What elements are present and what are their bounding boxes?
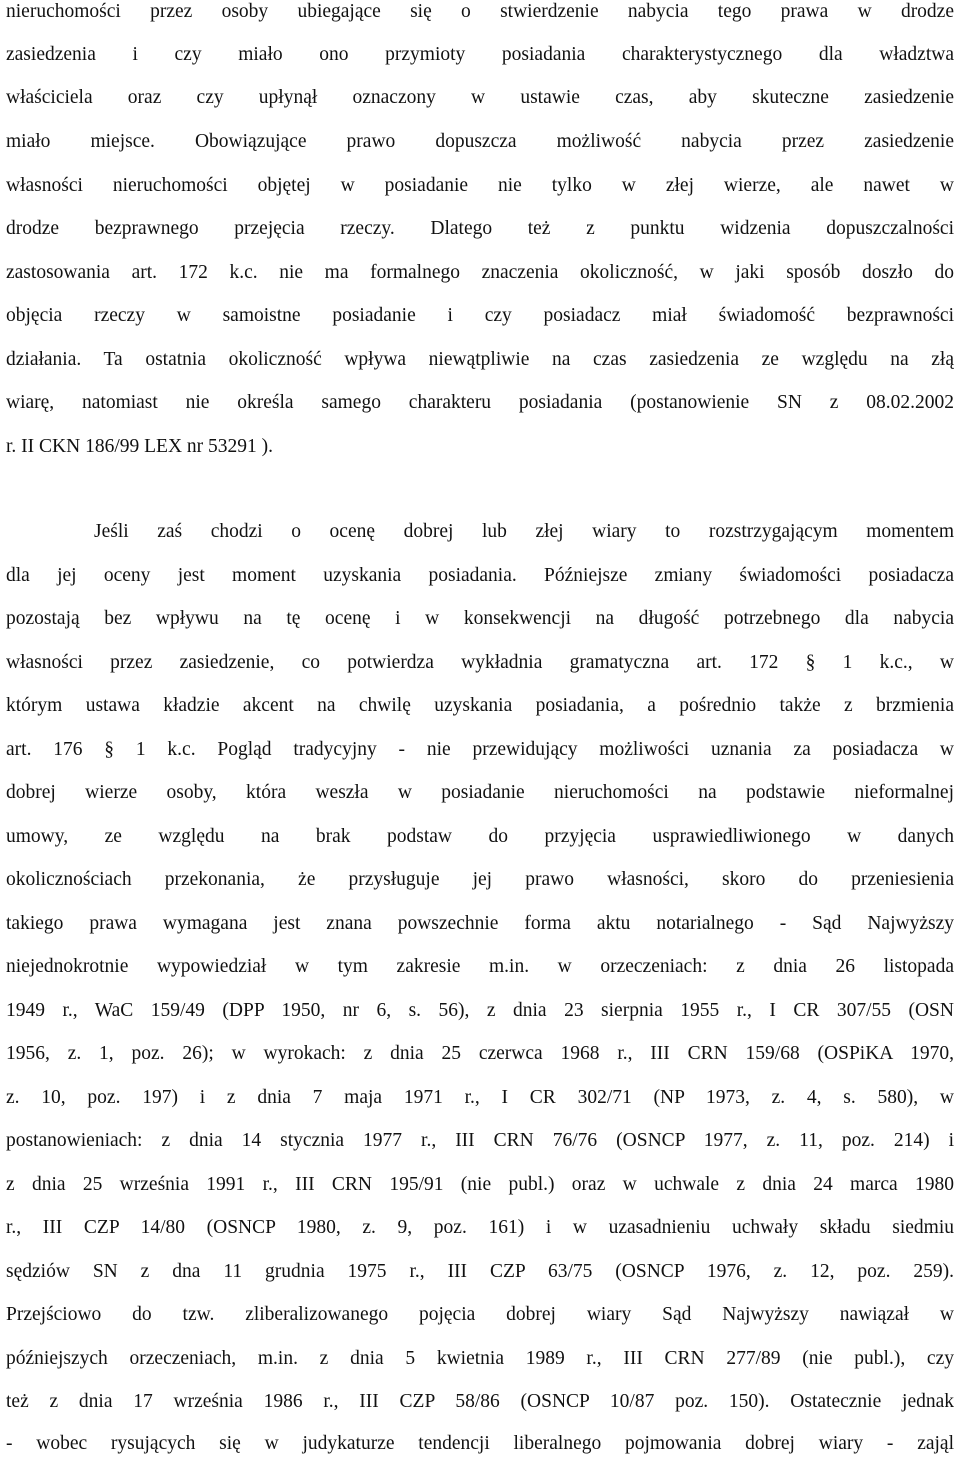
- text-line: właściciela oraz czy upłynął oznaczony w ustawie czas, aby skuteczne zasiedzenie: [6, 87, 954, 108]
- text-line: drodze bezprawnego przejęcia rzeczy. Dlatego też z punktu widzenia dopuszczalności: [6, 218, 954, 239]
- text-line: którym ustawa kładzie akcent na chwilę uzyskania posiadania, a pośrednio także z brzmienia: [6, 695, 954, 716]
- text-line: własności nieruchomości objętej w posiadanie nie tylko w złej wierze, ale nawet w: [6, 175, 954, 196]
- text-line: r., III CZP 14/80 (OSNCP 1980, z. 9, poz. 161) i w uzasadnieniu uchwały składu siedmiu: [6, 1217, 954, 1238]
- text-line: Przejściowo do tzw. zliberalizowanego pojęcia dobrej wiary Sąd Najwyższy nawiązał w: [6, 1304, 954, 1325]
- text-line: dla jej oceny jest moment uzyskania posiadania. Późniejsze zmiany świadomości posiadacza: [6, 565, 954, 586]
- text-line: okolicznościach przekonania, że przysługuje jej prawo własności, skoro do przeniesienia: [6, 869, 954, 890]
- text-line: pozostają bez wpływu na tę ocenę i w konsekwencji na długość potrzebnego dla nabycia: [6, 608, 954, 629]
- text-line: z dnia 25 września 1991 r., III CRN 195/91 (nie publ.) oraz w uchwale z dnia 24 marca 1980: [6, 1174, 954, 1195]
- text-line: sędziów SN z dna 11 grudnia 1975 r., III CZP 63/75 (OSNCP 1976, z. 12, poz. 259).: [6, 1261, 954, 1282]
- text-line: umowy, ze względu na brak podstaw do przyjęcia usprawiedliwionego w danych: [6, 826, 954, 847]
- text-line: zastosowania art. 172 k.c. nie ma formalnego znaczenia okoliczność, w jaki sposób doszło do: [6, 262, 954, 283]
- text-line: niejednokrotnie wypowiedział w tym zakresie m.in. w orzeczeniach: z dnia 26 listopada: [6, 956, 954, 977]
- text-line: 1949 r., WaC 159/49 (DPP 1950, nr 6, s. 56), z dnia 23 sierpnia 1955 r., I CR 307/55 (OSN: [6, 1000, 954, 1021]
- text-line: - wobec rysujących się w judykaturze tendencji liberalnego pojmowania dobrej wiary - zająl: [6, 1433, 954, 1454]
- text-line: objęcia rzeczy w samoistne posiadanie i czy posiadacz miał świadomość bezprawności: [6, 305, 954, 326]
- text-line: późniejszych orzeczeniach, m.in. z dnia 5 kwietnia 1989 r., III CRN 277/89 (nie publ.), czy: [6, 1348, 954, 1369]
- text-line: Jeśli zaś chodzi o ocenę dobrej lub złej wiary to rozstrzygającym momentem: [94, 521, 954, 542]
- text-line: nieruchomości przez osoby ubiegające się o stwierdzenie nabycia tego prawa w drodze: [6, 1, 954, 22]
- text-line: zasiedzenia i czy miało ono przymioty posiadania charakterystycznego dla władztwa: [6, 44, 954, 65]
- text-line: też z dnia 17 września 1986 r., III CZP 58/86 (OSNCP 10/87 poz. 150). Ostatecznie jednak: [6, 1391, 954, 1412]
- text-line: 1956, z. 1, poz. 26); w wyrokach: z dnia 25 czerwca 1968 r., III CRN 159/68 (OSPiKA 1970,: [6, 1043, 954, 1064]
- text-line: art. 176 § 1 k.c. Pogląd tradycyjny - nie przewidujący możliwości uznania za posiadacza w: [6, 739, 954, 760]
- text-line: dobrej wierze osoby, która weszła w posiadanie nieruchomości na podstawie nieformalnej: [6, 782, 954, 803]
- text-line: miało miejsce. Obowiązujące prawo dopuszcza możliwość nabycia przez zasiedzenie: [6, 131, 954, 152]
- text-line: działania. Ta ostatnia okoliczność wpływa niewątpliwie na czas zasiedzenia ze względu na złą: [6, 349, 954, 370]
- text-line: własności przez zasiedzenie, co potwierdza wykładnia gramatyczna art. 172 § 1 k.c., w: [6, 652, 954, 673]
- text-line: takiego prawa wymagana jest znana powszechnie forma aktu notarialnego - Sąd Najwyższy: [6, 913, 954, 934]
- text-line: z. 10, poz. 197) i z dnia 7 maja 1971 r., I CR 302/71 (NP 1973, z. 4, s. 580), w: [6, 1087, 954, 1108]
- text-line: r. II CKN 186/99 LEX nr 53291 ).: [6, 436, 274, 457]
- text-line: wiarę, natomiast nie określa samego charakteru posiadania (postanowienie SN z 08.02.2002: [6, 392, 954, 413]
- text-line: postanowieniach: z dnia 14 stycznia 1977 r., III CRN 76/76 (OSNCP 1977, z. 11, poz. 214) i: [6, 1130, 954, 1151]
